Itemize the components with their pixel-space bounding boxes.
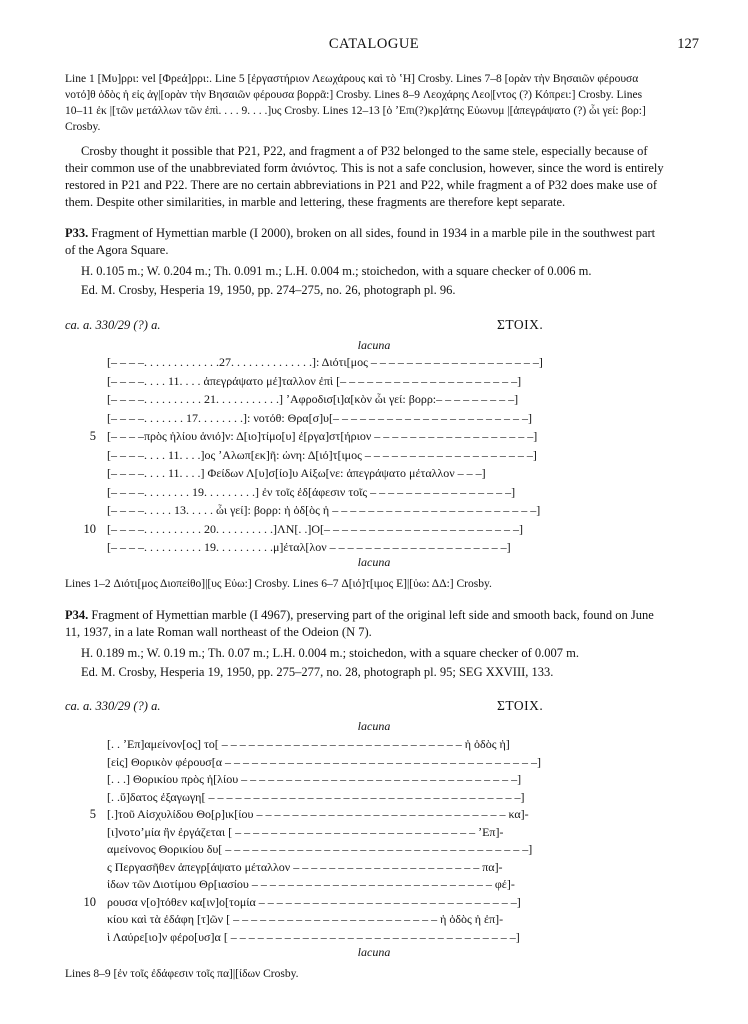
inscription-line: [. . ʼΕπ]αμείνον[ος] το[ – – – – – – – – – – – – – – – – – – – – – – – – – – – ἡ ὁδὸς ἡ] bbox=[107, 737, 510, 751]
entry-desc: of the Agora Square. bbox=[65, 243, 169, 257]
inscription-line: [.]τοῦ Αἰσχυλίδου Θο[ρ]ικ[ίου – – – – – – – – – – – – – – – – – – – – – – – – – – – – κα]- bbox=[107, 807, 529, 821]
line-number: 10 bbox=[83, 894, 96, 909]
stoichedon-label: ΣΤΟΙΧ. bbox=[497, 698, 544, 713]
inscription-line: [ι]νοτοʼμία ἣν ἐργάζεται [ – – – – – – – – – – – – – – – – – – – – – – – – – – – ʼΕπ]- bbox=[107, 824, 504, 839]
inscription-line: [– – – –. . . . . 13. . . . . ὦι γεί]: βορρ: ἡ ὁδ[ὸς ἡ – – – – – – – – – – – – – – – – – – – – – – –] bbox=[107, 503, 541, 517]
inscription-line: [. .ὕ]δατος ἐξαγωγη[ – – – – – – – – – – – – – – – – – – – – – – – – – – – – – – – – – – –] bbox=[107, 789, 525, 804]
lacuna-label: lacuna bbox=[357, 555, 391, 569]
entry-edition: Ed. M. Crosby, Hesperia 19, 1950, pp. 274–275, no. 26, photograph pl. 96. bbox=[81, 283, 456, 297]
entry-dims: H. 0.189 m.; W. 0.19 m.; Th. 0.07 m.; L.H. 0.004 m.; stoichedon, with a square checker of 0.007 m. bbox=[81, 646, 579, 660]
note-line: 10–11 ἐκ |[τῶν μετάλλων τῶν ἐπὶ. . . . 9. . . .]υς Crosby. Lines 12–13 [ὁ ʼΕπι(?)κρ]άτης Εὐωνυμ |[ἀπεγράψατο (?) ὦι γεί: βορ:] bbox=[65, 105, 646, 117]
inscription-line: κίου καὶ τὰ ἐδάφη [τ]ῶν [ – – – – – – – – – – – – – – – – – – – – – – – ἡ ὁδὸς ἡ ἐπ]- bbox=[107, 912, 504, 926]
inscription-line: [– – – –. . . . . . . 17. . . . . . . .]: νοτόθ: Θρα[σ]υ[– – – – – – – – – – – – – – – – – – – – – –] bbox=[107, 410, 532, 425]
inscription-line: [– – – –. . . . 11. . . .] Φείδων Λ[υ]σ[ίο]υ Αἰξω[νε: ἀπεγράψατο μέταλλον – – –] bbox=[107, 466, 486, 480]
paragraph-line: their common use of the unabbreviated form ἀνιόντος. This is not a safe conclusion, however, since the word is entirely bbox=[65, 161, 664, 175]
inscription-line: ὶ Λαύρε[ιο]ν φέρο[υσ]α [ – – – – – – – – – – – – – – – – – – – – – – – – – – – – – – – –] bbox=[107, 929, 520, 944]
inscription-date: ca. a. 330/29 (?) a. bbox=[65, 699, 161, 713]
inscription-date: ca. a. 330/29 (?) a. bbox=[65, 318, 161, 332]
inscription-line: [εἰς] Θορικὸν φέρουσ[α – – – – – – – – – – – – – – – – – – – – – – – – – – – – – – – – – – –] bbox=[107, 754, 542, 769]
line-number: 5 bbox=[89, 807, 96, 821]
inscription-line: [– – – –. . . . . . . . . . . . .27. . . . . . . . . . . . . .]: Διότι[μος – – – – – – – – – – – – – – – – – – –] bbox=[107, 355, 543, 369]
inscription-line: [– – – –πρὸς ἡλίου ἀνιό]ν: Δ[ιο]τίμο[υ] ἐ[ργα]στ[ήριον – – – – – – – – – – – – – – – – – –] bbox=[107, 429, 538, 443]
paragraph-line: restored in P21 and P22. There are no certain abbreviations in P21 and P22, while fragment a of P32 does make use of bbox=[65, 178, 657, 192]
lacuna-label: lacuna bbox=[357, 719, 391, 733]
stoichedon-label: ΣΤΟΙΧ. bbox=[497, 317, 544, 332]
inscription-line: ἰδων τῶν Διοτίμου Θρ[ιασίου – – – – – – – – – – – – – – – – – – – – – – – – – – – φέ]- bbox=[107, 877, 515, 891]
inscription-line: ς Περγασῆθεν ἀπεγρ[άψατο μέταλλον – – – – – – – – – – – – – – – – – – – – – πα]- bbox=[107, 859, 503, 874]
apparatus-note: Lines 1–2 Διότι[μος Διοπείθο]|[υς Εὐω:] Crosby. Lines 6–7 Δ[ιό]τ[ιμος Ε]|[ὐω: ΔΔ:] Crosby. bbox=[65, 578, 492, 590]
line-number: 10 bbox=[83, 521, 96, 536]
inscription-line: ρουσα ν[ο]τόθεν κα[ιν]ο[τομία – – – – – – – – – – – – – – – – – – – – – – – – – – – – –] bbox=[107, 894, 521, 909]
note-line: Crosby. bbox=[65, 121, 101, 133]
line-number: 5 bbox=[89, 429, 96, 443]
inscription-line: [– – – –. . . . . . . . . . 20. . . . . . . . . .]ΛΝ[. .]Ο[– – – – – – – – – – – – – – – – – – – – – –] bbox=[107, 521, 524, 536]
inscription-line: [– – – –. . . . 11. . . . ἀπεγράψατο μέ]ταλλον ἐπὶ [– – – – – – – – – – – – – – – – – – – –] bbox=[107, 373, 522, 388]
paragraph-line: Crosby thought it possible that P21, P22, and fragment a of P32 belonged to the same stele, especially because of bbox=[81, 144, 648, 158]
lacuna-label: lacuna bbox=[357, 945, 391, 959]
entry-heading: P34. Fragment of Hymettian marble (I 4967), preserving part of the original left side and smooth back, found on June bbox=[65, 608, 654, 622]
paragraph-line: them. Despite other similarities, in marble and lettering, these fragments are therefore kept separate. bbox=[65, 195, 566, 209]
apparatus-note: Lines 8–9 [ἐν τοῖς ἐδάφεσιν τοῖς πα]|[ίδων Crosby. bbox=[65, 968, 299, 980]
inscription-line: [– – – –. . . . . . . . . . 19. . . . . . . . . .μ]έταλ[λον – – – – – – – – – – – – – – – – – – – –] bbox=[107, 540, 511, 554]
inscription-line: [– – – –. . . . 11. . . .]ος ʼΑλωπ[εκ]ῆ: ὠνη: Δ[ιό]τ[ιμος – – – – – – – – – – – – – – – – – – –] bbox=[107, 447, 537, 462]
lacuna-label: lacuna bbox=[357, 338, 391, 352]
note-line: Line 1 [Μυ]ρρι: vel [Φρεά]ρρι:. Line 5 [ἐργαστήριον Λεωχάρους καὶ τὸ ʽΗ] Crosby. Lines 7–8 [ορὰν τὴν Βησαιῶν φέρουσα bbox=[65, 73, 639, 85]
running-head: CATALOGUE bbox=[328, 36, 420, 52]
entry-edition: Ed. M. Crosby, Hesperia 19, 1950, pp. 275–277, no. 28, photograph pl. 95; SEG XXVIII, 133. bbox=[81, 665, 554, 679]
inscription-line: αμείνονος Θορικίου δυ[ – – – – – – – – – – – – – – – – – – – – – – – – – – – – – – – – – –] bbox=[107, 842, 533, 856]
inscription-line: [. . .] Θορικίου πρὸς ἡ[λίου – – – – – – – – – – – – – – – – – – – – – – – – – – – – – – –] bbox=[107, 772, 522, 786]
entry-desc: 11, 1937, in a late Roman wall northeast of the Odeion (N 7). bbox=[65, 625, 372, 639]
entry-heading: P33. Fragment of Hymettian marble (I 2000), broken on all sides, found in 1934 in a marble pile in the southwest part bbox=[65, 226, 656, 240]
inscription-line: [– – – –. . . . . . . . 19. . . . . . . . .] ἐν τοῖς ἐδ[άφεσιν τοῖς – – – – – – – – – – – – – – – –] bbox=[107, 484, 516, 499]
note-line: νοτό]θ ὁδὸς ἡ εἰς ἀγ|[ορὰν τὴν Βησαιῶν φέρουσα βορρᾶ:] Crosby. Lines 8–9 Λεοχάρης Λεο|[ντος (?) Κόπρει:] Crosby. Lines bbox=[65, 89, 643, 101]
entry-dims: H. 0.105 m.; W. 0.204 m.; Th. 0.091 m.; L.H. 0.004 m.; stoichedon, with a square checker of 0.006 m. bbox=[81, 264, 592, 278]
page-number: 127 bbox=[677, 36, 699, 52]
inscription-line: [– – – –. . . . . . . . . . 21. . . . . . . . . . .] ʼΑφροδισ[ι]α[κὸν ὦι γεί: βορρ:– – – – – – – – –] bbox=[107, 392, 519, 406]
